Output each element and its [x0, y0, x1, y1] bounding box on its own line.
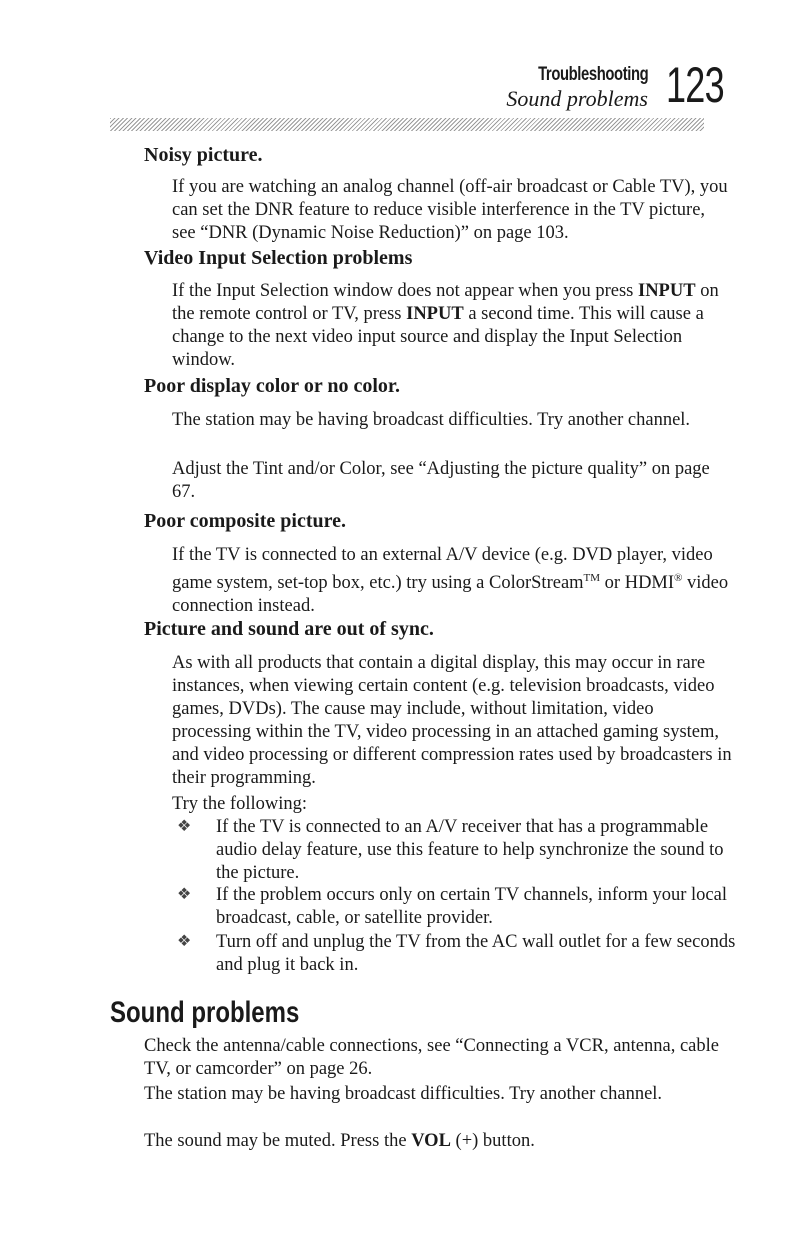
trademark-mark: TM	[583, 572, 601, 584]
vol-key-label: VOL	[411, 1131, 451, 1151]
registered-mark: ®	[674, 572, 683, 584]
page-number: 123	[666, 57, 724, 113]
video-input-heading: Video Input Selection problems	[144, 247, 413, 269]
header-rule	[110, 118, 704, 131]
bullet-diamond-icon: ❖	[177, 933, 192, 950]
running-header-title: Troubleshooting	[537, 64, 648, 85]
bullet-diamond-icon: ❖	[177, 818, 192, 835]
sync-body: As with all products that contain a digital display, this may occur in rare instances, when viewing certain content (e.g. television broadcasts, video games, DVDs). The cause may include, without limitation, video processing within the TV, video processing in an attached gaming system, and video processing or different compression rates used by broadcasters in their programming.	[172, 653, 732, 788]
sync-heading: Picture and sound are out of sync.	[144, 618, 434, 640]
input-key-label-2: INPUT	[406, 304, 464, 324]
sound-problems-heading: Sound problems	[110, 996, 300, 1029]
poor-color-heading: Poor display color or no color.	[144, 375, 400, 397]
poor-color-body-2: Adjust the Tint and/or Color, see “Adjusting the picture quality” on page 67.	[172, 459, 710, 502]
list-item: If the TV is connected to an A/V receiver that has a programmable audio delay feature, use this feature to help synchronize the sound to the picture.	[216, 817, 724, 883]
list-item: Turn off and unplug the TV from the AC wall outlet for a few seconds and plug it back in.	[216, 932, 736, 975]
input-key-label: INPUT	[638, 281, 696, 301]
list-item: If the problem occurs only on certain TV channels, inform your local broadcast, cable, or satellite provider.	[216, 885, 727, 928]
composite-heading: Poor composite picture.	[144, 510, 347, 532]
poor-color-body-1: The station may be having broadcast difficulties. Try another channel.	[172, 410, 691, 430]
noisy-picture-heading: Noisy picture.	[144, 144, 263, 166]
video-input-body: If the Input Selection window does not appear when you press INPUT on the remote control or TV, press INPUT a second time. This will cause a change to the next video input source and display the Input Selection window.	[172, 281, 719, 370]
sound-body-1: Check the antenna/cable connections, see “Connecting a VCR, antenna, cable TV, or camcorder” on page 26.	[144, 1036, 719, 1079]
try-following: Try the following:	[172, 794, 307, 814]
running-header-subtitle: Sound problems	[506, 86, 648, 111]
composite-body: If the TV is connected to an external A/V device (e.g. DVD player, video game system, set-top box, etc.) try using a ColorStream™ or HDMI® video connection instead.	[172, 545, 729, 617]
bullet-diamond-icon: ❖	[177, 886, 192, 903]
noisy-picture-body: If you are watching an analog channel (off-air broadcast or Cable TV), you can set the DNR feature to reduce visible interference in the TV picture, see “DNR (Dynamic Noise Reduction)” on page 103.	[172, 177, 728, 243]
sound-body-3: The sound may be muted. Press the VOL (+) button.	[144, 1131, 535, 1151]
sound-body-2: The station may be having broadcast difficulties. Try another channel.	[144, 1084, 663, 1104]
